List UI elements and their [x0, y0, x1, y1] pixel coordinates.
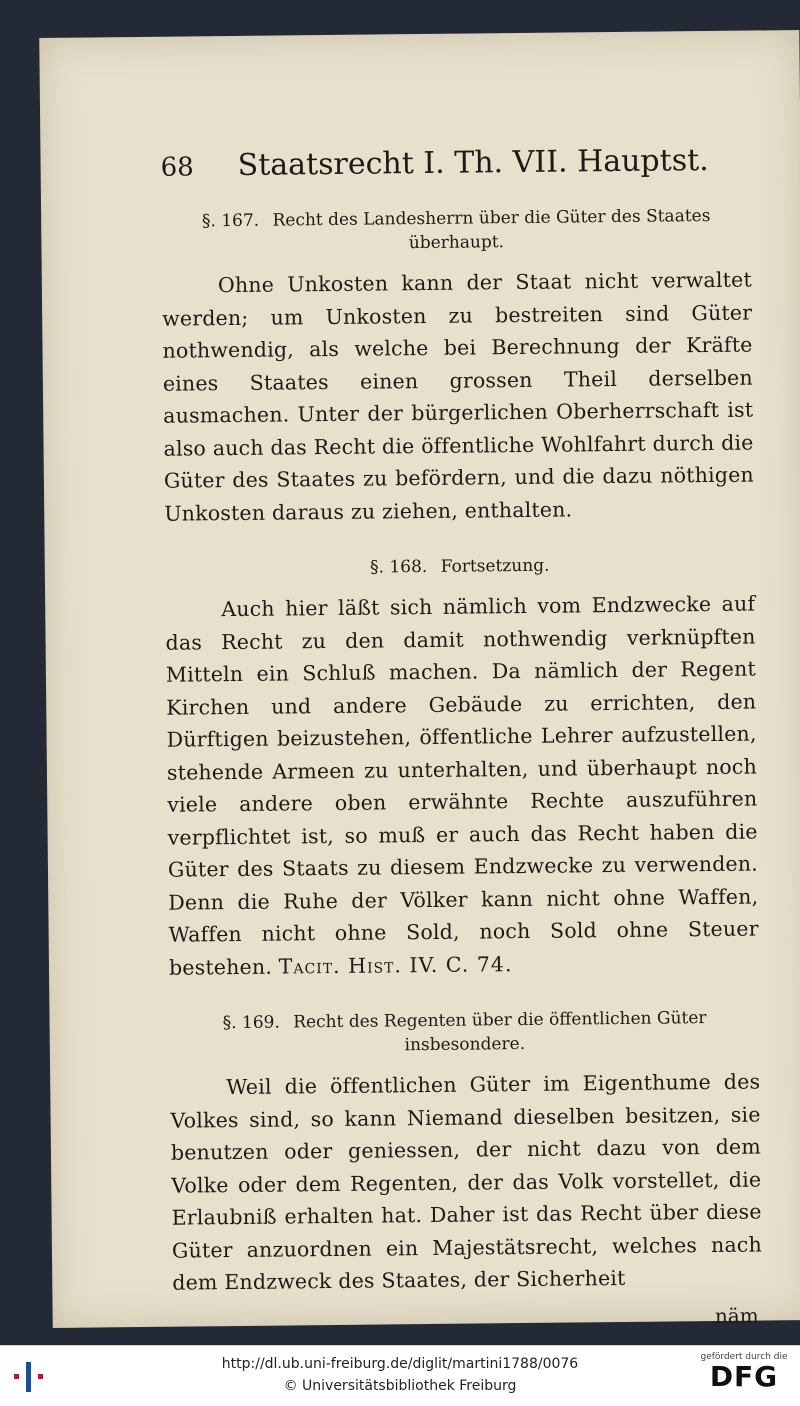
section-text-169: Weil die öffentlichen Güter im Eigenthume des Volkes sind, so kann Niemand dieselben besitzen, sie benutzen oder geniessen, der nicht dazu von dem Volke oder dem Regenten, der das Volk vorstellet, die Erlaubniß erhalten hat. Daher ist das Recht über diese Güter anzuordnen ein Majestätsrecht, welches nach dem Endzweck des Staates, der Sicherheit [170, 1069, 763, 1295]
permalink-url[interactable]: http://dl.ub.uni-freiburg.de/diglit/martini1788/0076 [221, 1356, 579, 1372]
section-paragraph-168 [165, 588, 759, 984]
section-number: §. 168. [370, 556, 428, 578]
page-content [160, 143, 762, 1334]
section-title: Recht des Landesherrn über die Güter des Staates überhaupt. [272, 205, 711, 254]
book-page [39, 30, 800, 1328]
section-title: Fortsetzung. [440, 555, 550, 577]
viewer-footer [0, 1345, 800, 1406]
sponsor-caption: gefördert durch die [700, 1352, 788, 1362]
section-number: §. 167. [201, 210, 260, 232]
dfg-sponsor-logo[interactable] [698, 1352, 790, 1392]
citation: Tacit. Hist. IV. C. 74. [278, 951, 513, 979]
copyright-text: © Universitätsbibliothek Freiburg [283, 1378, 517, 1394]
running-head: Staatsrecht I. Th. VII. Hauptst. [237, 143, 709, 183]
section-text-168: Auch hier läßt sich nämlich vom Endzwecke auf das Recht zu den damit nothwendig verknüpften Mitteln ein Schluß machen. Da nämlich der Regent Kirchen und andere Gebäude zu errichten, den Dürftigen beizustehen, öffentliche Lehrer aufzustellen, stehende Armeen zu unterhalten, und überhaupt noch viele andere oben erwähnte Rechte auszuführen verpflichtet ist, so muß er auch das Recht haben die Güter des Staats zu diesem Endzwecke zu verwenden. Denn die Ruhe der Völker kann nicht ohne Waffen, Waffen nicht ohne Sold, noch Sold ohne Steuer bestehen. [165, 591, 759, 980]
page-number: 68 [160, 152, 194, 183]
section-heading-169 [169, 1006, 759, 1060]
section-heading-167 [161, 204, 751, 258]
section-text-167: Ohne Unkosten kann der Staat nicht verwaltet werden; um Unkosten zu bestreiten sind Güter nothwendig, als welche bei Berechnung der Kräfte eines Staates einen grossen Theil derselben ausmachen. Unter der bürgerlichen Oberherrschaft ist also auch das Recht die öffentliche Wohlfahrt durch die Güter des Staates zu befördern, und die dazu nöthigen Unkosten daraus zu ziehen, enthalten. [162, 267, 755, 526]
section-number: §. 169. [222, 1012, 280, 1034]
catchword: näm [714, 1303, 759, 1328]
page-header [160, 143, 750, 184]
dfg-logo-text: DFG [709, 1360, 779, 1393]
section-title: Recht des Regenten über die öffentlichen Güter insbesondere. [293, 1008, 707, 1056]
section-heading-168 [165, 552, 755, 582]
